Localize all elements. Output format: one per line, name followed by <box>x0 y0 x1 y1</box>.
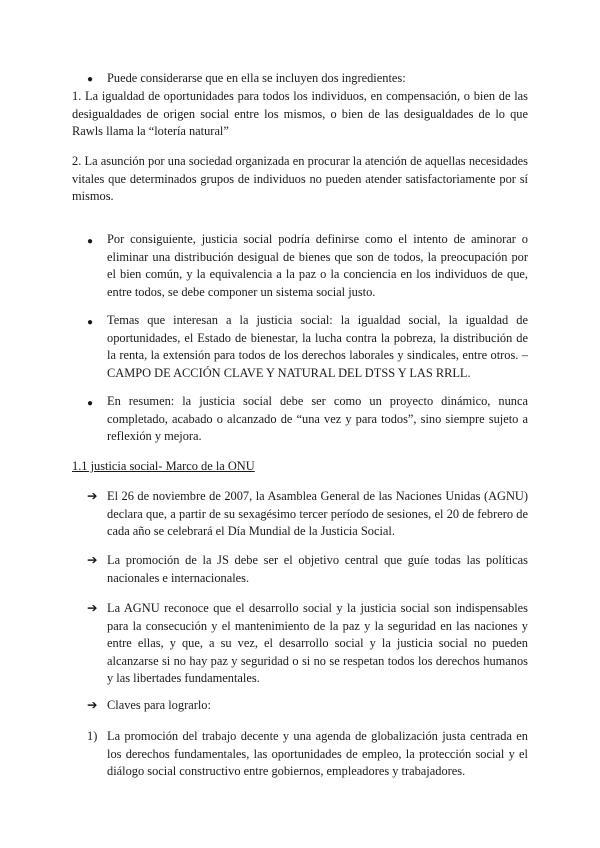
intro-bullet-text: Puede considerarse que en ella se incluyen dos ingredientes: <box>107 71 406 85</box>
bullet-paragraph-2: Temas que interesan a la justicia social: la igualdad social, la igualdad de oportunidades, el Estado de bienestar, la lucha contra la pobreza, la distribución de la renta, la extensión para todos de los derechos laborales y sindicales, entre otros. –CAMPO DE ACCIÓN CLAVE Y NATURAL DEL DTSS Y LAS RRLL. <box>107 313 528 380</box>
numbered-marker: 1) <box>87 729 98 743</box>
intro-item-1: 1. La igualdad de oportunidades para todos los individuos, en compensación, o bien de las desigualdades de origen social entre los mismos, o bien de las desigualdades de lo que Rawls llama la “lotería natural” <box>72 89 528 138</box>
arrow-icon: ➔ <box>87 601 98 615</box>
section-heading: 1.1 justicia social- Marco de la ONU <box>72 459 255 473</box>
arrow-item-4: Claves para lograrlo: <box>107 698 211 712</box>
arrow-item-3: La AGNU reconoce que el desarrollo social y la justicia social son indispensables para la consecución y el mantenimiento de la paz y la seguridad en las naciones y entre ellas, y que, a su vez, el desarrollo social y la justicia social no pueden alcanzarse si no hay paz y seguridad o si no se respetan todos los derechos humanos y las libertades fundamentales. <box>107 601 528 685</box>
bullet-paragraph-1: Por consiguiente, justicia social podría definirse como el intento de aminorar o eliminar una distribución desigual de bienes que son de todos, la preocupación por el bien común, y la equivalencia a la paz o la conciencia en los individuos de que, entre todos, se debe componer un sistema social justo. <box>107 232 528 299</box>
intro-item-2: 2. La asunción por una sociedad organizada en procurar la atención de aquellas necesidades vitales que determinados grupos de individuos no pueden atender satisfactoriamente por sí mismos. <box>72 154 528 203</box>
arrow-icon: ➔ <box>87 698 98 712</box>
bullet-marker: ● <box>87 317 94 328</box>
bullet-marker: ● <box>87 236 94 247</box>
arrow-icon: ➔ <box>87 489 98 503</box>
bullet-marker: ● <box>87 398 94 409</box>
bullet-marker: ● <box>87 74 94 85</box>
bullet-paragraph-3: En resumen: la justicia social debe ser como un proyecto dinámico, nunca completado, acabado o alcanzado de “una vez y para todos”, sino siempre sujeto a reflexión y mejora. <box>107 394 528 443</box>
numbered-item-1: La promoción del trabajo decente y una agenda de globalización justa centrada en los derechos fundamentales, las oportunidades de empleo, la protección social y el diálogo social constructivo entre gobiernos, empleadores y trabajadores. <box>107 729 528 778</box>
arrow-item-1: El 26 de noviembre de 2007, la Asamblea General de las Naciones Unidas (AGNU) declara que, a partir de su sexagésimo tercer período de sesiones, el 20 de febrero de cada año se celebrará el Día Mundial de la Justicia Social. <box>107 489 528 538</box>
arrow-item-2: La promoción de la JS debe ser el objetivo central que guíe todas las políticas nacionales e internacionales. <box>107 553 528 585</box>
arrow-icon: ➔ <box>87 553 98 567</box>
